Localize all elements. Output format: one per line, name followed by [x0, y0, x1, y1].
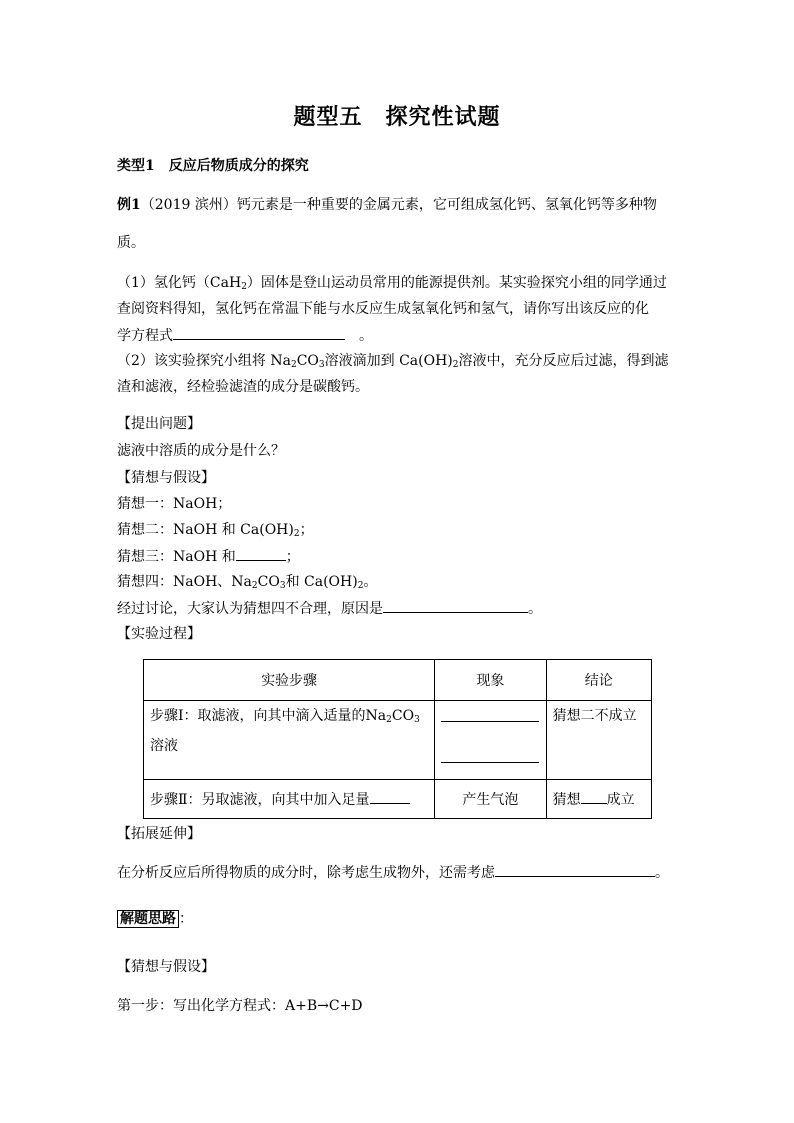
experiment-table — [143, 659, 652, 819]
extension-text: 在分析反应后所得物质的成分时，除考虑生成物外，还需考虑 。 — [117, 862, 669, 883]
section-process: 【实验过程】 — [117, 626, 201, 642]
table-cell-conclusion-1: 猜想二不成立 — [546, 701, 651, 780]
q1-line-1: （1）氢化钙（CaH$_2$）固体是登山运动员常用的能源提供剂。某实验探究小组的同学通过 — [117, 275, 667, 292]
section-extension: 【拓展延伸】 — [117, 826, 201, 842]
table-header-steps: 实验步骤 — [144, 660, 435, 701]
discussion-line: 经过讨论，大家认为猜想四不合理，原因是 。 — [117, 598, 542, 619]
example-line-2: 质。 — [117, 235, 145, 251]
guess-2: 猜想二：NaOH 和 $Ca(OH)_2$； — [117, 522, 314, 539]
table-header-phenomenon: 现象 — [435, 660, 546, 701]
q1-line-2: 查阅资料得知，氢化钙在常温下能与水反应生成氢氧化钙和氢气，请你写出该反应的化 — [117, 301, 649, 317]
table-cell-conclusion-2: 猜想 成立 — [546, 780, 651, 819]
table-row — [144, 701, 652, 780]
table-header-row — [144, 660, 652, 701]
q2-line-2: 渣和滤液，经检验滤渣的成分是碳酸钙。 — [117, 379, 369, 395]
section-hypothesis-2: 【猜想与假设】 — [117, 959, 215, 975]
guess-4: 猜想四：NaOH、$Na_2CO_3$和 $Ca(OH)_2$。 — [117, 574, 378, 591]
answer-blank-reagent[interactable] — [370, 789, 410, 804]
table-cell-phenomenon-1 — [435, 701, 546, 780]
answer-blank-phenomenon-2[interactable] — [441, 762, 539, 763]
type-heading: 类型1 反应后物质成分的探究 — [117, 158, 309, 174]
section-raise-question: 【提出问题】 — [117, 416, 201, 432]
guess-3: 猜想三：NaOH 和 ； — [117, 546, 300, 567]
example-label: 例1 — [117, 197, 141, 213]
approach-label-box: 解题思路 — [117, 910, 179, 928]
question-text: 滤液中溶质的成分是什么？ — [117, 443, 285, 459]
table-header-conclusion: 结论 — [546, 660, 651, 701]
example-line-1 — [117, 195, 657, 215]
section-hypothesis: 【猜想与假设】 — [117, 470, 215, 486]
answer-blank-phenomenon-1[interactable] — [441, 721, 539, 722]
answer-blank-equation[interactable] — [173, 325, 345, 340]
answer-blank-guess3[interactable] — [236, 546, 286, 561]
table-cell-phenomenon-2: 产生气泡 — [435, 780, 546, 819]
q1-line-3: 学方程式 。 — [117, 325, 373, 346]
answer-blank-extension[interactable] — [495, 862, 655, 877]
table-row — [144, 780, 652, 819]
q2-line-1: （2）该实验探究小组将 $Na_2CO_3$溶液滴加到 $Ca(OH)_2$溶液中，充分反应后过滤，得到滤 — [117, 353, 669, 370]
answer-blank-guess-number[interactable] — [581, 789, 607, 804]
example-text-1: （2019 滨州）钙元素是一种重要的金属元素，它可组成氢化钙、氢氧化钙等多种物 — [140, 197, 657, 213]
table-cell-step-1: 步骤Ⅰ：取滤液，向其中滴入适量的$Na_2CO_3$ 溶液 — [144, 701, 435, 780]
answer-blank-reason[interactable] — [383, 598, 528, 613]
guess-1: 猜想一：NaOH； — [117, 496, 232, 512]
step-1-text: 第一步：写出化学方程式：A+B→C+D — [117, 998, 363, 1014]
table-cell-step-2: 步骤Ⅱ：另取滤液，向其中加入足量 — [144, 780, 435, 819]
page-title: 题型五 探究性试题 — [293, 104, 501, 130]
approach-line: 解题思路 ： — [117, 909, 193, 929]
